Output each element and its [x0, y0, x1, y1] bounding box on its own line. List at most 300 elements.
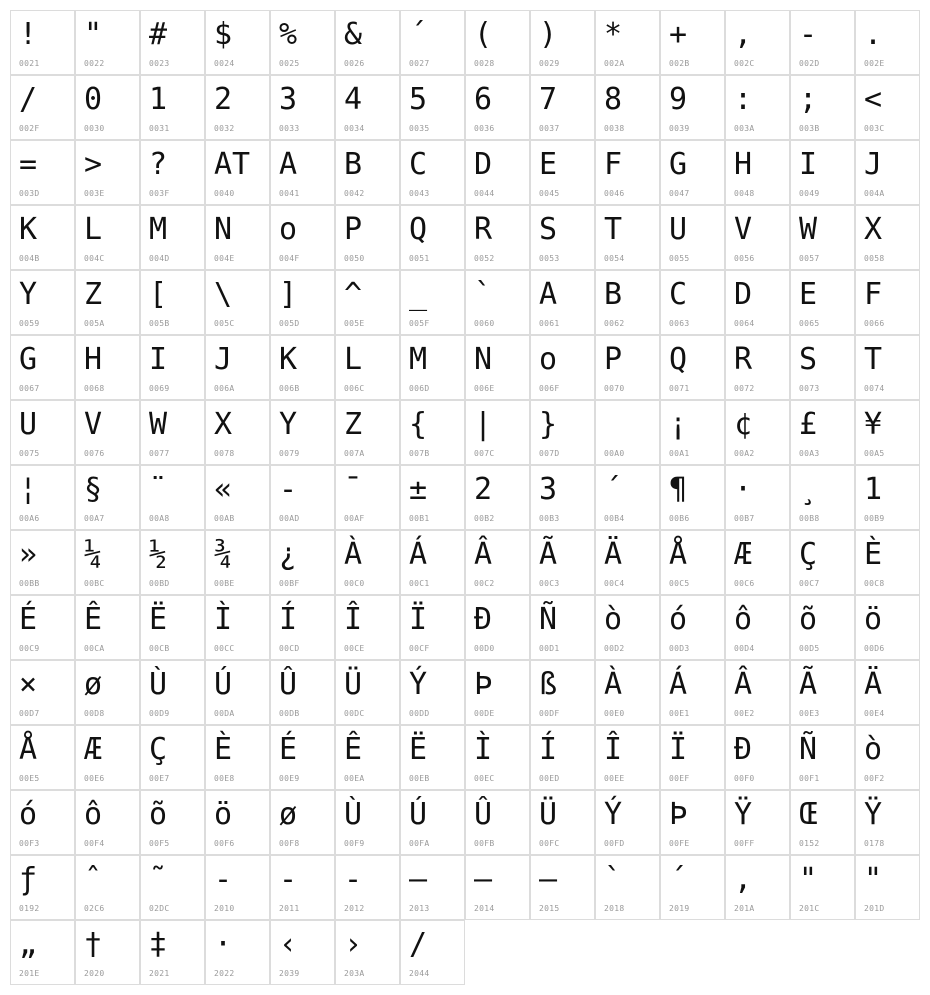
glyph-char: Í — [539, 732, 558, 767]
glyph-code: 0025 — [279, 59, 300, 68]
glyph-code: 00A0 — [604, 449, 625, 458]
glyph-cell — [790, 725, 855, 790]
glyph-char: " — [799, 862, 818, 897]
glyph-cell — [530, 75, 595, 140]
glyph-cell — [465, 725, 530, 790]
glyph-code: 00E1 — [669, 709, 690, 718]
glyph-char: } — [539, 407, 558, 442]
glyph-cell — [400, 335, 465, 400]
glyph-char: K — [279, 342, 298, 377]
glyph-cell — [10, 465, 75, 530]
glyph-code: 00C1 — [409, 579, 430, 588]
glyph-char: 7 — [539, 82, 558, 117]
glyph-char: B — [344, 147, 363, 182]
glyph-char: _ — [409, 277, 428, 312]
glyph-code: 0079 — [279, 449, 300, 458]
glyph-cell — [140, 270, 205, 335]
glyph-code: 00B2 — [474, 514, 495, 523]
glyph-char: F — [864, 277, 883, 312]
glyph-code: 00F0 — [734, 774, 755, 783]
glyph-code: 0178 — [864, 839, 885, 848]
glyph-char: £ — [799, 407, 818, 442]
glyph-char: Z — [344, 407, 363, 442]
glyph-code: 005B — [149, 319, 170, 328]
glyph-cell — [140, 335, 205, 400]
glyph-cell — [400, 920, 465, 985]
glyph-cell — [465, 855, 530, 920]
glyph-cell — [725, 595, 790, 660]
glyph-cell — [855, 205, 920, 270]
glyph-cell — [400, 790, 465, 855]
glyph-char: 3 — [279, 82, 298, 117]
glyph-code: 00AF — [344, 514, 365, 523]
glyph-char: & — [344, 17, 363, 52]
glyph-cell — [790, 790, 855, 855]
glyph-code: 00C3 — [539, 579, 560, 588]
glyph-code: 00DE — [474, 709, 495, 718]
glyph-cell — [10, 205, 75, 270]
glyph-char: Å — [669, 537, 688, 572]
glyph-code: 00A7 — [84, 514, 105, 523]
glyph-cell — [140, 660, 205, 725]
glyph-cell — [725, 790, 790, 855]
glyph-cell — [140, 725, 205, 790]
glyph-cell — [335, 920, 400, 985]
glyph-cell — [725, 725, 790, 790]
glyph-cell — [400, 10, 465, 75]
glyph-cell — [660, 660, 725, 725]
glyph-code: 00EB — [409, 774, 430, 783]
glyph-cell — [725, 205, 790, 270]
glyph-cell — [270, 140, 335, 205]
glyph-code: 00ED — [539, 774, 560, 783]
glyph-char: Ê — [84, 602, 103, 637]
glyph-char: Æ — [734, 537, 753, 572]
glyph-char: ´ — [669, 862, 688, 897]
glyph-code: 00C0 — [344, 579, 365, 588]
glyph-cell — [530, 660, 595, 725]
glyph-char: ô — [84, 797, 103, 832]
glyph-code: 00B4 — [604, 514, 625, 523]
glyph-char: Á — [409, 537, 428, 572]
glyph-cell — [205, 660, 270, 725]
glyph-cell — [595, 335, 660, 400]
glyph-cell — [10, 595, 75, 660]
glyph-cell — [75, 465, 140, 530]
glyph-cell — [270, 465, 335, 530]
glyph-char: É — [279, 732, 298, 767]
glyph-char: ¯ — [344, 472, 363, 507]
glyph-char: 3 — [539, 472, 558, 507]
glyph-code: 0067 — [19, 384, 40, 393]
glyph-char: W — [799, 212, 818, 247]
glyph-char: ˜ — [149, 862, 168, 897]
glyph-code: 2014 — [474, 904, 495, 913]
glyph-char: 1 — [149, 82, 168, 117]
glyph-char: ò — [604, 602, 623, 637]
glyph-char: W — [149, 407, 168, 442]
glyph-char: ‡ — [149, 927, 168, 962]
glyph-char: 4 — [344, 82, 363, 117]
glyph-cell — [855, 530, 920, 595]
glyph-char: Î — [344, 602, 363, 637]
glyph-cell — [335, 335, 400, 400]
glyph-char: ¿ — [279, 537, 298, 572]
glyph-code: 007C — [474, 449, 495, 458]
glyph-char: ö — [214, 797, 233, 832]
glyph-cell — [400, 140, 465, 205]
glyph-cell — [75, 920, 140, 985]
glyph-cell — [660, 725, 725, 790]
glyph-cell — [75, 725, 140, 790]
glyph-char: - — [214, 862, 233, 897]
glyph-char: F — [604, 147, 623, 182]
glyph-code: 00C8 — [864, 579, 885, 588]
glyph-code: 003E — [84, 189, 105, 198]
glyph-char: B — [604, 277, 623, 312]
glyph-code: 00DF — [539, 709, 560, 718]
glyph-char: ¦ — [19, 472, 38, 507]
glyph-code: 0060 — [474, 319, 495, 328]
glyph-code: 0078 — [214, 449, 235, 458]
glyph-code: 00E7 — [149, 774, 170, 783]
glyph-code: 0073 — [799, 384, 820, 393]
glyph-char: P — [604, 342, 623, 377]
glyph-code: 00DA — [214, 709, 235, 718]
glyph-code: 00BC — [84, 579, 105, 588]
glyph-code: 0072 — [734, 384, 755, 393]
glyph-char: ± — [409, 472, 428, 507]
glyph-code: 0037 — [539, 124, 560, 133]
glyph-cell — [270, 920, 335, 985]
glyph-char: ò — [864, 732, 883, 767]
glyph-code: 00DC — [344, 709, 365, 718]
glyph-code: 00BD — [149, 579, 170, 588]
glyph-cell — [75, 530, 140, 595]
glyph-code: 002B — [669, 59, 690, 68]
glyph-code: 00EC — [474, 774, 495, 783]
glyph-cell — [140, 595, 205, 660]
glyph-cell — [725, 270, 790, 335]
glyph-cell — [400, 270, 465, 335]
glyph-char: / — [19, 82, 38, 117]
glyph-cell — [855, 75, 920, 140]
glyph-char: Ý — [409, 667, 428, 702]
glyph-cell — [660, 75, 725, 140]
glyph-cell — [660, 400, 725, 465]
glyph-code: 00AD — [279, 514, 300, 523]
glyph-code: 00CC — [214, 644, 235, 653]
glyph-char: ; — [799, 82, 818, 117]
glyph-cell — [465, 790, 530, 855]
glyph-code: 00F5 — [149, 839, 170, 848]
glyph-cell — [335, 140, 400, 205]
glyph-cell — [790, 660, 855, 725]
glyph-code: 0068 — [84, 384, 105, 393]
glyph-cell — [140, 920, 205, 985]
glyph-char: – — [409, 862, 428, 897]
glyph-cell — [335, 660, 400, 725]
glyph-code: 005A — [84, 319, 105, 328]
glyph-char: E — [539, 147, 558, 182]
glyph-code: 0059 — [19, 319, 40, 328]
glyph-code: 00F2 — [864, 774, 885, 783]
glyph-char: „ — [19, 927, 38, 962]
glyph-char: 0 — [84, 82, 103, 117]
glyph-cell — [205, 790, 270, 855]
glyph-code: 003C — [864, 124, 885, 133]
glyph-char: D — [474, 147, 493, 182]
glyph-cell — [270, 725, 335, 790]
glyph-code: 002D — [799, 59, 820, 68]
glyph-char: G — [19, 342, 38, 377]
glyph-char: T — [604, 212, 623, 247]
glyph-char: 2 — [474, 472, 493, 507]
glyph-char: I — [149, 342, 168, 377]
glyph-cell — [725, 335, 790, 400]
glyph-char: È — [864, 537, 883, 572]
glyph-char: × — [19, 667, 38, 702]
glyph-code: 003F — [149, 189, 170, 198]
glyph-cell — [205, 920, 270, 985]
glyph-char: Œ — [799, 797, 818, 832]
glyph-char: J — [214, 342, 233, 377]
glyph-cell — [725, 10, 790, 75]
glyph-char: N — [474, 342, 493, 377]
glyph-cell — [530, 140, 595, 205]
glyph-code: 2019 — [669, 904, 690, 913]
glyph-cell — [140, 10, 205, 75]
glyph-cell — [10, 530, 75, 595]
glyph-char: K — [19, 212, 38, 247]
glyph-code: 00FD — [604, 839, 625, 848]
glyph-cell — [205, 205, 270, 270]
glyph-cell — [790, 205, 855, 270]
glyph-cell — [465, 660, 530, 725]
glyph-cell — [400, 595, 465, 660]
glyph-cell — [530, 790, 595, 855]
glyph-char: Â — [734, 667, 753, 702]
glyph-cell — [140, 465, 205, 530]
glyph-cell — [595, 790, 660, 855]
glyph-char: H — [734, 147, 753, 182]
glyph-char: - — [344, 862, 363, 897]
glyph-cell — [205, 335, 270, 400]
glyph-cell — [595, 595, 660, 660]
glyph-char: ) — [539, 17, 558, 52]
glyph-cell — [530, 530, 595, 595]
glyph-code: 0064 — [734, 319, 755, 328]
glyph-cell — [530, 725, 595, 790]
glyph-char: Ã — [539, 537, 558, 572]
glyph-code: 0024 — [214, 59, 235, 68]
glyph-char: ` — [604, 862, 623, 897]
glyph-char: C — [409, 147, 428, 182]
glyph-code: 0074 — [864, 384, 885, 393]
glyph-cell — [595, 530, 660, 595]
glyph-code: 0061 — [539, 319, 560, 328]
glyph-cell — [10, 920, 75, 985]
glyph-cell — [75, 270, 140, 335]
glyph-cell — [790, 595, 855, 660]
glyph-char: Đ — [474, 602, 493, 637]
glyph-code: 00CF — [409, 644, 430, 653]
glyph-code: 00E6 — [84, 774, 105, 783]
glyph-char: ˆ — [84, 862, 103, 897]
glyph-code: 00C9 — [19, 644, 40, 653]
glyph-code: 00F1 — [799, 774, 820, 783]
glyph-code: 0023 — [149, 59, 170, 68]
glyph-code: 00D1 — [539, 644, 560, 653]
glyph-char: > — [84, 147, 103, 182]
glyph-char: M — [149, 212, 168, 247]
glyph-code: 201E — [19, 969, 40, 978]
glyph-code: 0022 — [84, 59, 105, 68]
glyph-char: À — [344, 537, 363, 572]
glyph-code: 0036 — [474, 124, 495, 133]
glyph-char: — — [539, 862, 558, 897]
glyph-code: 00E3 — [799, 709, 820, 718]
glyph-code: 02DC — [149, 904, 170, 913]
glyph-code: 00E9 — [279, 774, 300, 783]
glyph-cell — [75, 855, 140, 920]
glyph-cell — [660, 140, 725, 205]
glyph-cell — [140, 855, 205, 920]
glyph-char: ¸ — [799, 472, 818, 507]
glyph-char: ó — [669, 602, 688, 637]
glyph-cell — [725, 75, 790, 140]
glyph-code: 003D — [19, 189, 40, 198]
glyph-code: 0048 — [734, 189, 755, 198]
glyph-code: 00EF — [669, 774, 690, 783]
glyph-code: 2020 — [84, 969, 105, 978]
glyph-code: 00C6 — [734, 579, 755, 588]
glyph-code: 0045 — [539, 189, 560, 198]
glyph-cell — [595, 205, 660, 270]
glyph-cell — [465, 270, 530, 335]
glyph-cell — [855, 660, 920, 725]
glyph-cell — [140, 400, 205, 465]
glyph-char: S — [799, 342, 818, 377]
glyph-char: õ — [799, 602, 818, 637]
glyph-char: ó — [19, 797, 38, 832]
glyph-char: = — [19, 147, 38, 182]
glyph-cell — [335, 725, 400, 790]
glyph-cell — [140, 530, 205, 595]
glyph-code: 00A1 — [669, 449, 690, 458]
glyph-cell — [725, 400, 790, 465]
glyph-cell — [660, 270, 725, 335]
glyph-cell — [335, 205, 400, 270]
glyph-char: Ù — [344, 797, 363, 832]
glyph-char: † — [84, 927, 103, 962]
glyph-code: 006A — [214, 384, 235, 393]
glyph-cell — [270, 10, 335, 75]
glyph-char: Þ — [474, 667, 493, 702]
glyph-code: 0044 — [474, 189, 495, 198]
glyph-code: 201D — [864, 904, 885, 913]
glyph-code: 2011 — [279, 904, 300, 913]
glyph-code: 02C6 — [84, 904, 105, 913]
glyph-cell — [140, 790, 205, 855]
glyph-cell — [400, 530, 465, 595]
glyph-code: 0063 — [669, 319, 690, 328]
glyph-cell — [10, 10, 75, 75]
glyph-cell — [140, 140, 205, 205]
glyph-char: / — [409, 927, 428, 962]
glyph-cell — [595, 725, 660, 790]
glyph-cell — [595, 140, 660, 205]
glyph-cell — [75, 75, 140, 140]
glyph-code: 0049 — [799, 189, 820, 198]
glyph-code: 00F3 — [19, 839, 40, 848]
glyph-code: 006E — [474, 384, 495, 393]
glyph-code: 00E8 — [214, 774, 235, 783]
glyph-cell — [270, 400, 335, 465]
glyph-code: 00FC — [539, 839, 560, 848]
glyph-code: 00E5 — [19, 774, 40, 783]
glyph-cell — [465, 205, 530, 270]
glyph-char: Ç — [799, 537, 818, 572]
glyph-code: 0041 — [279, 189, 300, 198]
glyph-char: 2 — [214, 82, 233, 117]
glyph-code: 00D5 — [799, 644, 820, 653]
glyph-char: AT — [214, 147, 251, 182]
glyph-code: 00F4 — [84, 839, 105, 848]
glyph-char: Y — [279, 407, 298, 442]
glyph-char: ¡ — [669, 407, 688, 442]
glyph-char: Ñ — [539, 602, 558, 637]
glyph-cell — [790, 530, 855, 595]
glyph-char: ! — [19, 17, 38, 52]
glyph-cell — [465, 400, 530, 465]
glyph-cell — [595, 855, 660, 920]
glyph-cell — [790, 270, 855, 335]
glyph-code: 00A6 — [19, 514, 40, 523]
glyph-cell — [270, 205, 335, 270]
glyph-char: · — [734, 472, 753, 507]
glyph-char: ¨ — [149, 472, 168, 507]
glyph-char: Ü — [539, 797, 558, 832]
glyph-cell — [400, 75, 465, 140]
glyph-char: A — [539, 277, 558, 312]
glyph-grid — [10, 10, 920, 985]
glyph-char: ] — [279, 277, 298, 312]
glyph-code: 0032 — [214, 124, 235, 133]
glyph-char: I — [799, 147, 818, 182]
glyph-code: 004E — [214, 254, 235, 263]
glyph-code: 0075 — [19, 449, 40, 458]
glyph-code: 00B6 — [669, 514, 690, 523]
glyph-cell — [400, 855, 465, 920]
glyph-code: 005C — [214, 319, 235, 328]
glyph-code: 0026 — [344, 59, 365, 68]
glyph-cell — [465, 335, 530, 400]
glyph-char: ¾ — [214, 537, 233, 572]
glyph-code: 0030 — [84, 124, 105, 133]
glyph-char: Ì — [214, 602, 233, 637]
glyph-char: 1 — [864, 472, 883, 507]
glyph-char: Ü — [344, 667, 363, 702]
glyph-code: 00D9 — [149, 709, 170, 718]
glyph-char: Ì — [474, 732, 493, 767]
glyph-cell — [205, 530, 270, 595]
glyph-cell — [725, 530, 790, 595]
glyph-code: 00B3 — [539, 514, 560, 523]
glyph-cell — [205, 465, 270, 530]
glyph-char: È — [214, 732, 233, 767]
glyph-cell — [335, 790, 400, 855]
